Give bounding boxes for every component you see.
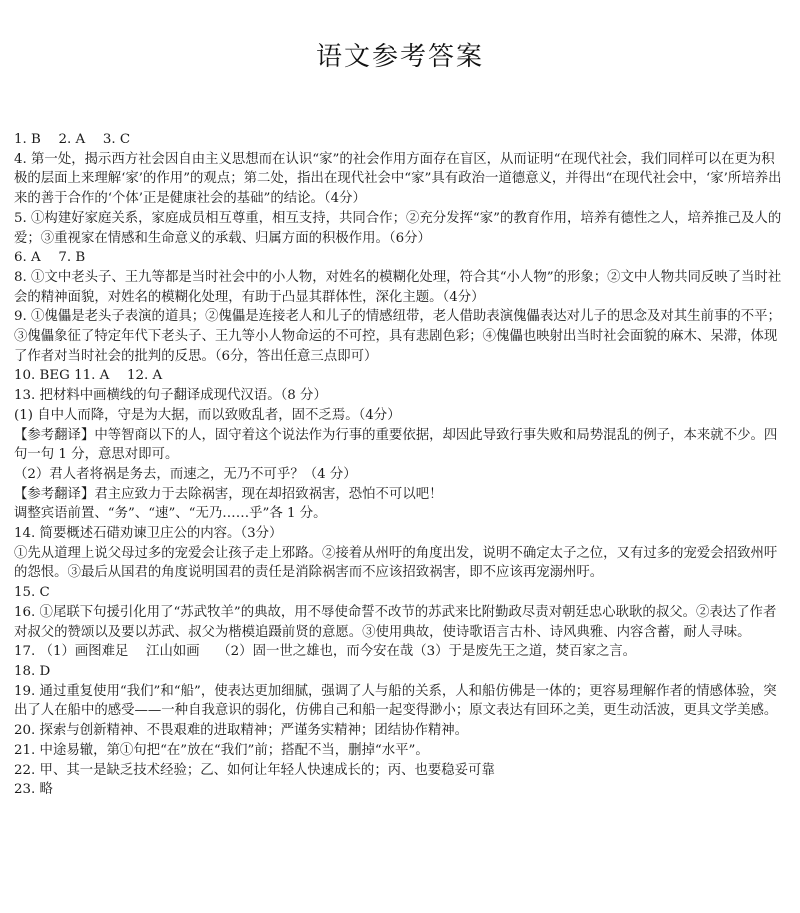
answer-line-21: 21. 中途易辙，第①句把“在”放在“我们”前；搭配不当，删掉“水平”。 bbox=[14, 742, 429, 758]
answer-line-13-2-translation: 【参考翻译】君主应致力于去除祸害，现在却招致祸害，恐怕不可以吧！ bbox=[14, 486, 443, 502]
answer-line-13-1: (1) 自中人而降，守是为大据，而以致败乱者，固不乏焉。（4分） bbox=[14, 407, 401, 423]
answer-line-18: 18. D bbox=[14, 663, 51, 679]
answer-line-23: 23. 略 bbox=[14, 782, 53, 798]
answer-line-13: 13. 把材料中画横线的句子翻译成现代汉语。（8 分） bbox=[14, 388, 327, 404]
answer-line-22: 22. 甲、其一是缺乏技术经验；乙、如何让年轻人快速成长的；丙、也要稳妥可靠 bbox=[14, 762, 495, 778]
answer-line-10-12: 10. BEG 11. A 12. A bbox=[14, 368, 163, 384]
answer-line-5: 5. ①构建好家庭关系，家庭成员相互尊重，相互支持，共同合作；②充分发挥“家”的教育作用，培养有德性之人，培养推己及人的爱；③重视家在情感和生命意义的承载、归属方面的积极作用。（6分） bbox=[14, 210, 782, 246]
answer-line-9: 9. ①傀儡是老头子表演的道具；②傀儡是连接老人和儿子的情感纽带，老人借助表演傀儡表达对儿子的思念及对其生前事的不平；③傀儡象征了特定年代下老头子、王九等小人物命运的不可控，具有悲剧色彩；④傀儡也映射出当时社会面貌的麻木、呆滞，体现了作者对当时社会的批判的反思。（6分，答出任意三点即可） bbox=[14, 309, 781, 364]
answer-line-14: 14. 简要概述石碏劝谏卫庄公的内容。（3分） bbox=[14, 526, 283, 542]
answer-line-15: 15. C bbox=[14, 585, 50, 601]
page-title: 语文参考答案 bbox=[315, 42, 484, 72]
answer-line-4: 4. 第一处，揭示西方社会因自由主义思想而在认识“家”的社会作用方面存在盲区，从而证明“在现代社会，我们同样可以在更为积极的层面上来理解‘家’的作用”的观点；第二处，指出在现代社会中“家”具有政治一道德意义，并得出“在现代社会中，‘家’所培养出来的善于合作的‘个体’正是健康社会的基础”的结论。（4分） bbox=[14, 151, 782, 207]
answer-line-19: 19. 通过重复使用“我们”和“船”，使表达更加细腻，强调了人与船的关系，人和船仿佛是一体的；更容易理解作者的情感体验，突出了人在船中的感受——一种自我意识的弱化，仿佛自己和船一起变得渺小；原文表达有回环之美，更生动活波，更具文学美感。 bbox=[14, 683, 778, 719]
answer-line-13-2: （2）君人者将祸是务去，而速之，无乃不可乎？（4 分） bbox=[14, 466, 357, 482]
answer-line-14-content: ①先从道理上说父母过多的宠爱会让孩子走上邪路。②接着从州吁的角度出发，说明不确定太子之位，又有过多的宠爱会招致州吁的怨恨。③最后从国君的角度说明国君的责任是消除祸害而不应该招致祸害，即不应该再宠溺州吁。 bbox=[14, 545, 778, 581]
answer-line-17: 17. （1）画图难足 江山如画 （2）固一世之雄也，而今安在哉（3）于是废先王之道，焚百家之言。 bbox=[14, 644, 637, 660]
answer-line-1-3: 1. B 2. A 3. C bbox=[14, 132, 131, 147]
answer-body bbox=[14, 130, 786, 800]
answer-line-8: 8. ①文中老头子、王九等都是当时社会中的小人物，对姓名的模糊化处理，符合其“小人物”的形象；②文中人物共同反映了当时社会的精神面貌，对姓名的模糊化处理，有助于凸显其群体性，深化主题。（4分） bbox=[14, 269, 782, 305]
answer-line-13-1-translation: 【参考翻译】中等智商以下的人，固守着这个说法作为行事的重要依据，却因此导致行事失败和局势混乱的例子，本来就不少。四句一句 1 分，意思对即可。 bbox=[14, 427, 778, 463]
answer-line-6-7: 6. A 7. B bbox=[14, 250, 86, 266]
answer-line-13-2-scoring: 调整宾语前置、“务”、“速”、“无乃……乎”各 1 分。 bbox=[14, 506, 327, 522]
answer-line-16: 16. ①尾联下句援引化用了“苏武牧羊”的典故，用不辱使命誓不改节的苏武来比附勤政尽责对朝廷忠心耿耿的叔父。②表达了作者对叔父的赞颂以及要以苏武、叔父为楷模追蹑前贤的意愿。③使用典故，使诗歌语言古朴、诗风典雅、内容含蓄，耐人寻味。 bbox=[14, 604, 777, 640]
answer-line-20: 20. 探索与创新精神、不畏艰难的进取精神；严谨务实精神；团结协作精神。 bbox=[14, 723, 469, 739]
